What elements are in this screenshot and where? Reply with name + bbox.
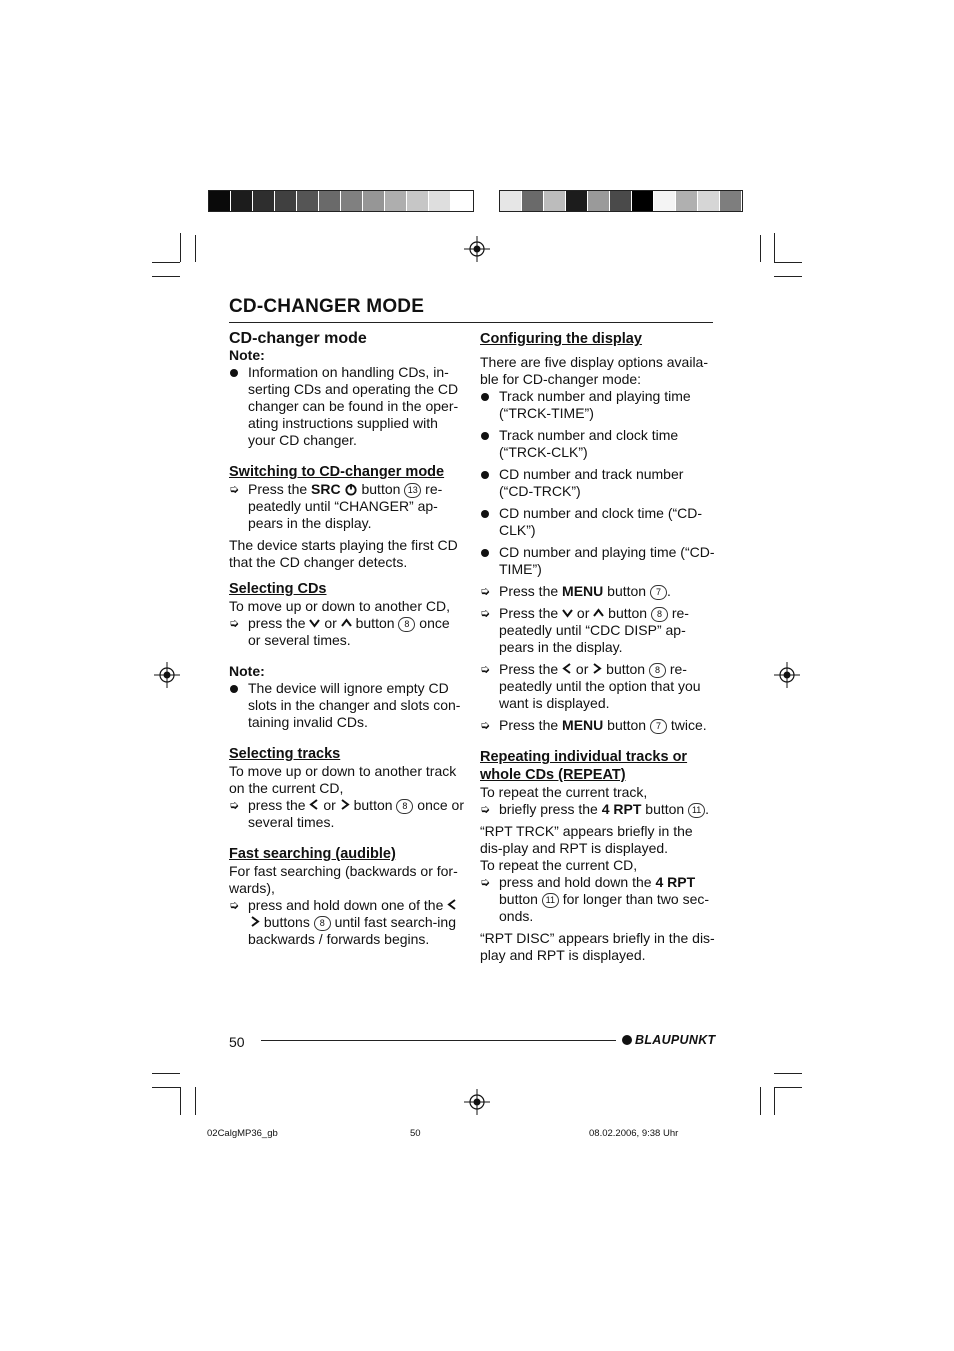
colorbar-left xyxy=(208,190,474,212)
color-swatch xyxy=(253,191,275,211)
crop-mark xyxy=(152,262,180,263)
footer-page: 50 xyxy=(410,1128,421,1139)
page-title: CD-CHANGER MODE xyxy=(229,296,425,317)
display-option-item: Track number and playing time (“TRCK-TIME”) xyxy=(499,388,691,421)
color-swatch xyxy=(275,191,297,211)
button-number: 7 xyxy=(650,585,667,600)
title-rule xyxy=(229,322,713,323)
logo-dot-icon xyxy=(622,1035,632,1045)
paragraph: To repeat the current track, xyxy=(480,784,648,800)
arrow-right-icon: ➭ xyxy=(480,606,491,620)
color-swatch xyxy=(632,191,654,211)
arrow-right-icon: ➭ xyxy=(480,875,491,889)
arrow-right-icon: ➭ xyxy=(229,798,240,812)
section-heading: Configuring the display xyxy=(480,331,642,347)
left-arrow-icon xyxy=(309,799,319,810)
paragraph: “RPT DISC” appears briefly in the dis-play and RPT is displayed. xyxy=(480,930,715,963)
display-option-item: CD number and track number (“CD-TRCK”) xyxy=(499,466,684,499)
color-swatch xyxy=(209,191,231,211)
color-swatch xyxy=(588,191,610,211)
left-column xyxy=(229,330,465,953)
button-number: 13 xyxy=(404,483,421,498)
up-arrow-icon xyxy=(593,608,604,618)
button-number: 7 xyxy=(650,719,667,734)
color-swatch xyxy=(231,191,253,211)
color-swatch xyxy=(500,191,522,211)
button-number: 11 xyxy=(542,893,559,908)
display-option-item: Track number and clock time (“TRCK-CLK”) xyxy=(499,427,679,460)
section-heading: Selecting CDs xyxy=(229,581,327,597)
color-swatch xyxy=(363,191,385,211)
paragraph: To repeat the current CD, xyxy=(480,857,638,873)
crop-mark xyxy=(760,235,761,262)
color-swatch xyxy=(341,191,363,211)
color-swatch xyxy=(566,191,588,211)
instruction-step: ➭ briefly press the 4 RPT button 11 . xyxy=(480,801,709,817)
paragraph: “RPT TRCK” appears briefly in the dis-play and RPT is displayed. xyxy=(480,823,693,856)
left-arrow-icon xyxy=(562,663,572,674)
button-number: 8 xyxy=(649,663,666,678)
note-label: Note: xyxy=(229,347,265,363)
brand-logo: BLAUPUNKT xyxy=(622,1033,715,1047)
button-number: 8 xyxy=(396,799,413,814)
crop-mark xyxy=(774,276,802,277)
paragraph: For fast searching (backwards or for-wards), xyxy=(229,863,458,896)
color-swatch xyxy=(385,191,407,211)
right-arrow-icon xyxy=(340,799,350,810)
color-swatch xyxy=(544,191,566,211)
arrow-right-icon: ➭ xyxy=(229,898,240,912)
button-number: 11 xyxy=(688,803,705,818)
options-list xyxy=(480,388,716,578)
button-number: 8 xyxy=(651,607,668,622)
instruction-step: ➭ Press the SRC button 13 re-peatedly until “CHANGER” ap-pears in the display. xyxy=(229,481,443,531)
arrow-right-icon: ➭ xyxy=(229,616,240,630)
arrow-right-icon: ➭ xyxy=(480,662,491,676)
crop-mark xyxy=(774,1087,802,1088)
paragraph: To move up or down to another CD, xyxy=(229,598,451,614)
crop-mark xyxy=(774,1087,775,1115)
crop-mark xyxy=(152,1087,180,1088)
list-item: The device will ignore empty CD slots in the changer and slots con-taining invalid CDs. xyxy=(248,680,461,730)
color-swatch xyxy=(720,191,742,211)
crop-mark xyxy=(152,276,180,277)
color-swatch xyxy=(297,191,319,211)
arrow-right-icon: ➭ xyxy=(480,584,491,598)
crop-mark xyxy=(180,233,181,262)
footer-date: 08.02.2006, 9:38 Uhr xyxy=(589,1128,679,1139)
right-arrow-icon xyxy=(592,663,602,674)
paragraph: To move up or down to another track on the current CD, xyxy=(229,763,457,796)
crop-mark xyxy=(760,1087,761,1115)
power-icon xyxy=(344,483,358,496)
display-option-item: CD number and clock time (“CD-CLK”) xyxy=(499,505,703,538)
section-heading: Fast searching (audible) xyxy=(229,846,396,862)
crop-mark xyxy=(195,235,196,262)
color-swatch xyxy=(429,191,451,211)
crop-mark xyxy=(774,233,775,262)
note-label: Note: xyxy=(229,663,265,679)
registration-mark-icon xyxy=(464,236,490,262)
arrow-right-icon: ➭ xyxy=(480,718,491,732)
section-heading: Selecting tracks xyxy=(229,746,341,762)
instruction-step: ➭ Press the or button 8 re-peatedly until the option that you want is displayed. xyxy=(480,661,701,711)
list-item: Information on handling CDs, in-serting CDs and operating the CD changer can be found in the oper-ating instructions supplied with your CD changer. xyxy=(248,364,459,448)
crop-mark xyxy=(774,262,802,263)
paragraph: There are five display options availa-ble for CD-changer mode: xyxy=(480,354,709,387)
button-number: 8 xyxy=(398,617,415,632)
section-heading: CD-changer mode xyxy=(229,330,367,347)
registration-mark-icon xyxy=(774,662,800,688)
right-column xyxy=(480,330,716,964)
instruction-step: ➭ press the or button 8 once or several times. xyxy=(229,615,450,648)
crop-mark xyxy=(774,1073,802,1074)
page-number: 50 xyxy=(229,1034,245,1050)
down-arrow-icon xyxy=(562,608,573,618)
color-swatch xyxy=(407,191,429,211)
up-arrow-icon xyxy=(341,618,352,628)
crop-mark xyxy=(152,1073,180,1074)
display-option-item: CD number and playing time (“CD-TIME”) xyxy=(499,544,715,577)
left-arrow-icon xyxy=(447,899,457,910)
color-swatch xyxy=(676,191,698,211)
instruction-step: ➭ press and hold down one of the buttons 8 until fast search-ing backwards / forwards begins. xyxy=(229,897,456,947)
button-number: 8 xyxy=(314,916,331,931)
arrow-right-icon: ➭ xyxy=(229,482,240,496)
arrow-right-icon: ➭ xyxy=(480,802,491,816)
color-swatch xyxy=(698,191,720,211)
color-swatch xyxy=(319,191,341,211)
colorbar-right xyxy=(499,190,743,212)
color-swatch xyxy=(522,191,544,211)
instruction-step: ➭ press and hold down the 4 RPT button 11 for longer than two sec-onds. xyxy=(480,874,710,924)
footer-file: 02CalgMP36_gb xyxy=(207,1128,278,1139)
crop-mark xyxy=(195,1087,196,1115)
section-heading: Repeating individual tracks or whole CDs (REPEAT) xyxy=(480,749,688,783)
color-swatch xyxy=(654,191,676,211)
footer-rule xyxy=(261,1040,616,1041)
color-swatch xyxy=(610,191,632,211)
right-arrow-icon xyxy=(250,916,260,927)
color-swatch xyxy=(451,191,473,211)
down-arrow-icon xyxy=(309,618,320,628)
instruction-step: ➭ Press the MENU button 7 twice. xyxy=(480,717,707,733)
instruction-step: ➭ Press the MENU button 7 . xyxy=(480,583,671,599)
instruction-step: ➭ Press the or button 8 re-peatedly until “CDC DISP” ap-pears in the display. xyxy=(480,605,689,655)
section-heading: Switching to CD-changer mode xyxy=(229,464,445,480)
crop-mark xyxy=(180,1087,181,1115)
registration-mark-icon xyxy=(464,1089,490,1115)
registration-mark-icon xyxy=(154,662,180,688)
paragraph: The device starts playing the first CD that the CD changer detects. xyxy=(229,537,458,570)
instruction-step: ➭ press the or button 8 once or several times. xyxy=(229,797,465,830)
